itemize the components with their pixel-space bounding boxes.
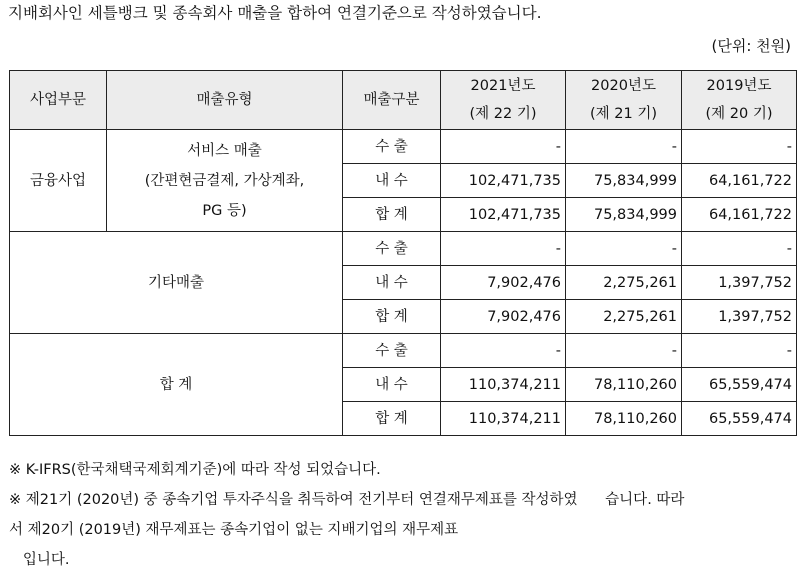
table-row bbox=[10, 130, 797, 164]
segment-cell: 금융사업 bbox=[10, 130, 107, 232]
value-2021: 110,374,211 bbox=[441, 368, 566, 402]
value-2019: 64,161,722 bbox=[682, 198, 797, 232]
kind-cell: 내 수 bbox=[343, 368, 441, 402]
revenue-table bbox=[9, 70, 797, 436]
value-2019: 65,559,474 bbox=[682, 368, 797, 402]
value-2021: 110,374,211 bbox=[441, 402, 566, 436]
kind-cell: 수 출 bbox=[343, 232, 441, 266]
kind-cell: 내 수 bbox=[343, 164, 441, 198]
value-2019: - bbox=[682, 334, 797, 368]
footnote: ※ K-IFRS(한국채택국제회계기준)에 따라 작성 되었습니다. bbox=[9, 462, 381, 478]
value-2020: 2,275,261 bbox=[566, 300, 682, 334]
footnote: 입니다. bbox=[9, 552, 70, 568]
kind-cell: 내 수 bbox=[343, 266, 441, 300]
value-2019: - bbox=[682, 130, 797, 164]
value-2021: 7,902,476 bbox=[441, 300, 566, 334]
value-2019: - bbox=[682, 232, 797, 266]
footnote: ※ 제21기 (2020년) 중 종속기업 투자주식을 취득하여 전기부터 연결재무제표를 작성하였 습니다. 따라 bbox=[9, 492, 685, 508]
table-row bbox=[10, 232, 797, 266]
value-2021: - bbox=[441, 130, 566, 164]
value-2019: 65,559,474 bbox=[682, 402, 797, 436]
footnotes bbox=[9, 455, 799, 575]
footnote: 서 제20기 (2019년) 재무제표는 종속기업이 없는 지배기업의 재무제표 bbox=[9, 522, 459, 538]
revenue-type-cell bbox=[107, 130, 343, 232]
header-2020-year: 2020년도 bbox=[591, 78, 656, 94]
value-2020: 2,275,261 bbox=[566, 266, 682, 300]
header-segment: 사업부문 bbox=[10, 71, 107, 130]
value-2021: 102,471,735 bbox=[441, 164, 566, 198]
unit-label: (단위: 천원) bbox=[711, 37, 791, 55]
table-header-row bbox=[10, 71, 797, 130]
group-label-cell: 기타매출 bbox=[10, 232, 343, 334]
value-2021: 7,902,476 bbox=[441, 266, 566, 300]
value-2021: - bbox=[441, 334, 566, 368]
header-kind: 매출구분 bbox=[343, 71, 441, 130]
header-type: 매출유형 bbox=[107, 71, 343, 130]
kind-cell: 수 출 bbox=[343, 334, 441, 368]
value-2020: 78,110,260 bbox=[566, 368, 682, 402]
revenue-type-line: (간편현금결제, 가상계좌, bbox=[144, 172, 305, 189]
kind-cell: 합 계 bbox=[343, 300, 441, 334]
value-2020: - bbox=[566, 130, 682, 164]
header-2020-period: (제 21 기) bbox=[590, 106, 657, 122]
kind-cell: 합 계 bbox=[343, 402, 441, 436]
header-2021-year: 2021년도 bbox=[470, 78, 536, 94]
group-label-cell: 합 계 bbox=[10, 334, 343, 436]
value-2021: 102,471,735 bbox=[441, 198, 566, 232]
table-row bbox=[10, 334, 797, 368]
kind-cell: 합 계 bbox=[343, 198, 441, 232]
header-2019-period: (제 20 기) bbox=[705, 106, 773, 122]
header-2019-year: 2019년도 bbox=[706, 78, 772, 94]
value-2019: 1,397,752 bbox=[682, 300, 797, 334]
intro-text: 지배회사인 세틀뱅크 및 종속회사 매출을 합하여 연결기준으로 작성하였습니다. bbox=[8, 4, 542, 22]
revenue-type-line: 서비스 매출 bbox=[187, 142, 262, 159]
header-2020 bbox=[566, 71, 682, 130]
value-2021: - bbox=[441, 232, 566, 266]
value-2019: 64,161,722 bbox=[682, 164, 797, 198]
value-2020: - bbox=[566, 334, 682, 368]
value-2020: 78,110,260 bbox=[566, 402, 682, 436]
value-2020: 75,834,999 bbox=[566, 198, 682, 232]
header-2021-period: (제 22 기) bbox=[469, 106, 537, 122]
value-2020: - bbox=[566, 232, 682, 266]
value-2019: 1,397,752 bbox=[682, 266, 797, 300]
value-2020: 75,834,999 bbox=[566, 164, 682, 198]
header-2019 bbox=[682, 71, 797, 130]
header-2021 bbox=[441, 71, 566, 130]
kind-cell: 수 출 bbox=[343, 130, 441, 164]
revenue-type-line: PG 등) bbox=[202, 202, 247, 219]
